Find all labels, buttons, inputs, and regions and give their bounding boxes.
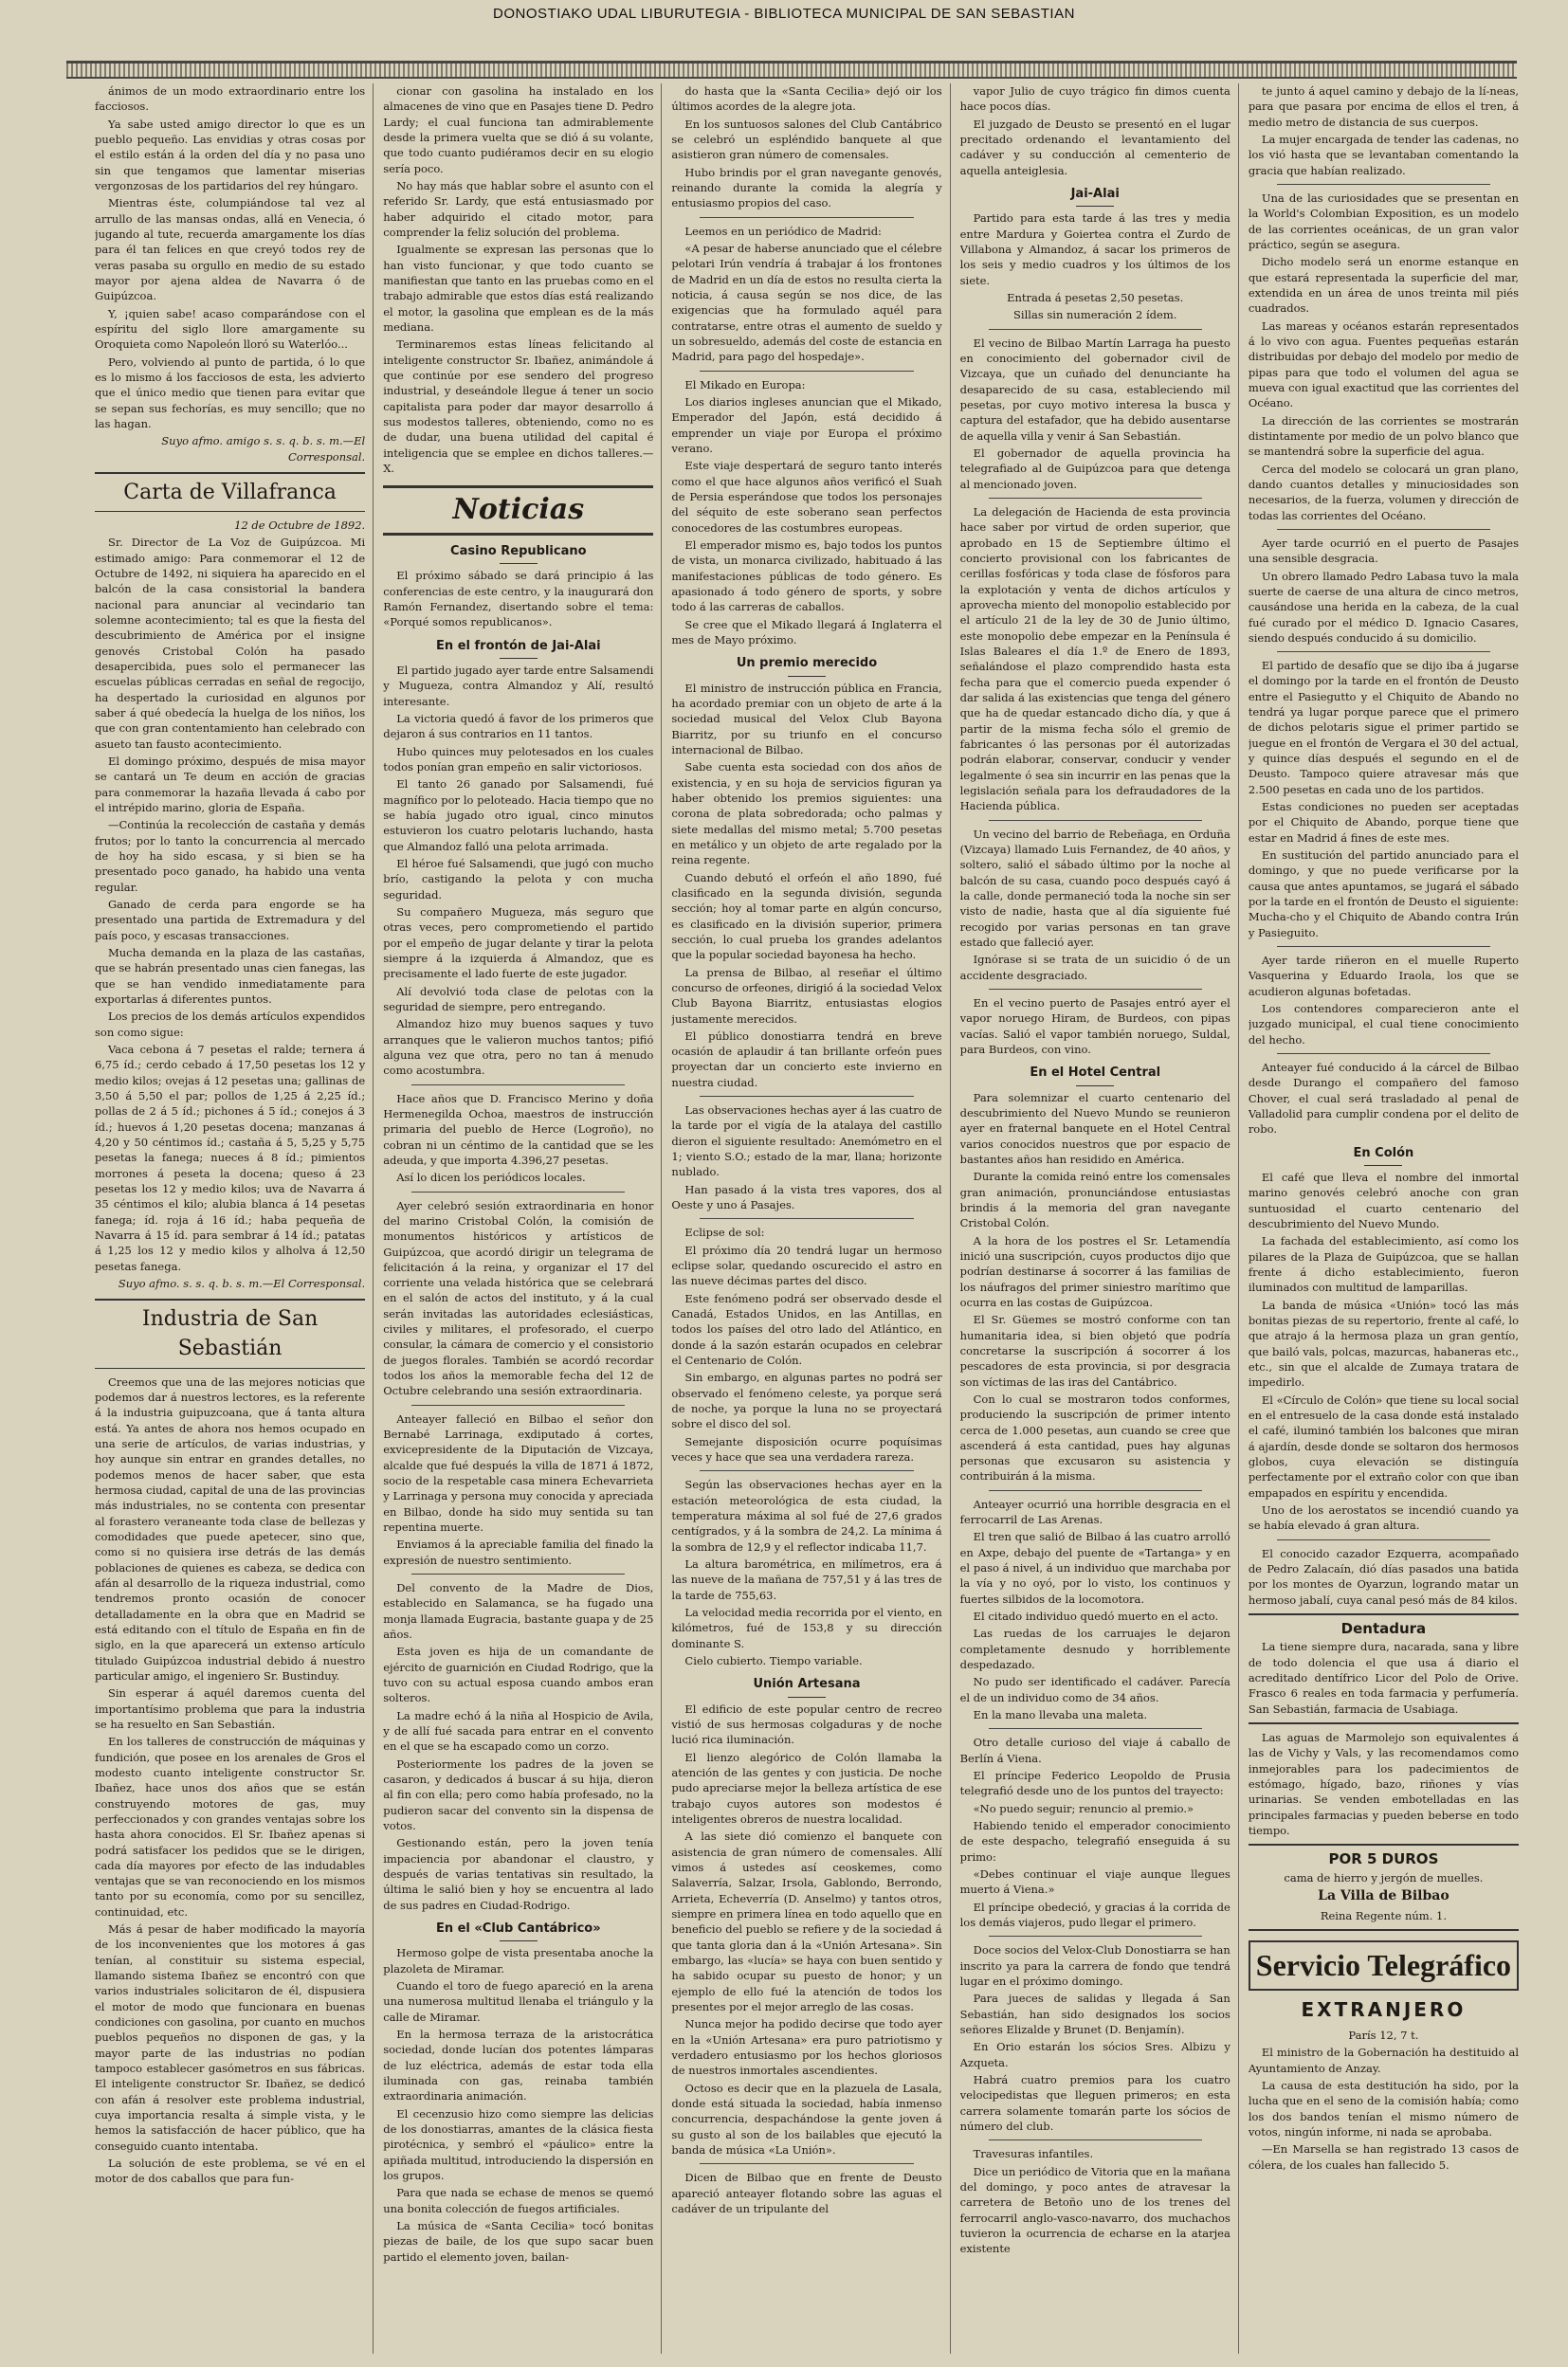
- ad-title: POR 5 DUROS: [1328, 1850, 1439, 1868]
- signature: Suyo afmo. s. s. q. b. s. m.—El Corresponsal.: [118, 1276, 366, 1290]
- paragraph: A las siete dió comienzo el banquete con asistencia de gran número de comensales. Allí vimos á ustedes así ceoskemes, como Salaverría, Salzar, Irsola, Gablondo, Berrondo, Arrieta, Echeverría (D. Anselmo) y tantos otros, siempre en primera línea en todo aquello que en beneficio del pueblo se refiere y de la sociedad á que tanta gloria dan á la «Unión Artesana». Sin embargo, las «lucía» se haya con buen sentido y ha sabido ocupar su puesto de honor; y un ejemplo de ello fué la atención de todos los presentes por el mejor arreglo de las cosas.: [671, 1830, 942, 2013]
- paragraph: La madre echó á la niña al Hospicio de Avila, y de allí fué sacada para entrar en el convento en el que se ha escapado como un corzo.: [383, 1708, 654, 1754]
- paragraph: Y, ¡quien sabe! acaso comparándose con el espíritu del siglo llore amargamente su Oroquieta como Napoleón lloró su Waterlóo...: [95, 306, 366, 352]
- paragraph: Anteayer fué conducido á la cárcel de Bilbao desde Durango el compañero del famoso Chover, el cual será trasladado al penal de Valladolid para cumplir condena por el delito de robo.: [1248, 1061, 1520, 1137]
- paragraph: Mientras éste, columpiándose tal vez al arrullo de las mansas ondas, allá en Venecia, ó jugando al tute, recuerda amargamente los días para él tan felices en que creyó todos rey de veras pasaba su orgullo en medio de su estado mayor por ajena aldea de Navarra ó de Guipúzcoa.: [95, 196, 366, 303]
- paragraph: El citado individuo quedó muerto en el acto.: [973, 1610, 1219, 1624]
- paragraph: cionar con gasolina ha instalado en los almacenes de vino que en Pasajes tiene D. Pedro Lardy; el cual funciona tan admirablemente desde la primera vuelta que se dió á su volante, que todo cuanto pudiéramos decir en su elogio sería poco.: [383, 84, 654, 175]
- paragraph: La altura barométrica, en milímetros, era á las nueve de la mañana de 757,51 y á las tres de la tarde de 755,63.: [671, 1557, 942, 1602]
- divider: [700, 217, 913, 218]
- paragraph: Semejante disposición ocurre poquísimas veces y hace que sea una verdadera rareza.: [671, 1434, 942, 1465]
- paragraph: El Sr. Güemes se mostró conforme con tan humanitaria idea, si bien objetó que podría concretarse la suscripción á socorrer á los pescadores de esta provincia, si por desgracia son víctimas de las iras del Cantábrico.: [959, 1313, 1231, 1389]
- paragraph: Se cree que el Mikado llegará á Inglaterra el mes de Mayo próximo.: [671, 617, 942, 646]
- paragraph: El tanto 26 ganado por Salsamendi, fué magnífico por lo peloteado. Hacia tiempo que no se había jugado otro igual, cinco minutos estuvieron los cuatro pelotaris luchando, hasta que Almandoz falló una pelota arrimada.: [383, 777, 654, 853]
- paragraph: Octoso es decir que en la plazuela de Lasala, donde está situada la sociedad, había inmenso concurrencia, despachándose la gente joven á su gusto al son de los bailables que ejecutó la banda de música «La Unión».: [671, 2081, 942, 2157]
- paragraph: —Continúa la recolección de castaña y demás frutos; por lo tanto la concurrencia al mercado de hoy ha sido escasa, y si bien se ha presentado poco ganado, ha habido una venta regular.: [95, 818, 366, 894]
- paragraph: En Orio estarán los sócios Sres. Albizu y Azqueta.: [959, 2040, 1231, 2069]
- paragraph: do hasta que la «Santa Cecilia» dejó oir los últimos acordes de la alegre jota.: [671, 84, 942, 114]
- paragraph: El héroe fué Salsamendi, que jugó con mucho brío, castigando la pelota y con mucha seguridad.: [383, 856, 654, 901]
- column-1: [95, 83, 374, 2354]
- paragraph: La fachada del establecimiento, así como los pilares de la Plaza de Guipúzcoa, que se hallan frente á dicho establecimiento, fueron iluminados con multitud de lamparillas.: [1248, 1234, 1520, 1295]
- paragraph: El cecenzusio hizo como siempre las delicias de los donostiarras, amantes de la clásica fiesta pirotécnica, y sembró el «páulico» entre la apiñada multitud, introduciendo la dispersión en los grupos.: [383, 2106, 654, 2182]
- dateline: 12 de Octubre de 1892.: [234, 519, 366, 533]
- paragraph: El partido jugado ayer tarde entre Salsamendi y Mugueza, contra Almandoz y Alí, resultó interesante.: [383, 664, 654, 708]
- paragraph: Estas condiciones no pueden ser aceptadas por el Chiquito de Abando, porque tiene que estar en Madrid á fines de este mes.: [1248, 800, 1520, 845]
- paragraph: El tren que salió de Bilbao á las cuatro arrolló en Axpe, debajo del puente de «Tartanga» y en el paso á nivel, á un individuo que marchaba por la vía y no oyó, por lo visto, los continuos y fuertes silbidos de la locomotora.: [959, 1530, 1231, 1606]
- paragraph: La música de «Santa Cecilia» tocó bonitas piezas de baile, de los que supo sacar buen partido el elemento joven, bailan-: [383, 2218, 654, 2264]
- article-title-cantabrico: En el «Club Cantábrico»: [383, 1921, 653, 1941]
- paragraph: El partido de desafío que se dijo iba á jugarse el domingo por la tarde en el frontón de Deusto entre el Pasiegutto y el Chiquito de Abando no tendrá ya lugar porque parece que el primero de dichos pelotaris sigue el primer partido se juegue en el frontón de Vergara el 30 del actual, y quince días después el segundo en el de Deusto. Tampoco quiere atravesar más que 2.500 pesetas en cada uno de los partidos.: [1248, 659, 1520, 796]
- newspaper-columns: [95, 83, 1526, 2354]
- article-title-union: Unión Artesana: [671, 1676, 941, 1697]
- divider: [1277, 529, 1490, 530]
- paragraph: Ayer tarde riñeron en el muelle Ruperto Vasquerina y Eduardo Iraola, los que se acudieron algunas bofetadas.: [1248, 954, 1520, 998]
- paragraph: Los contendores comparecieron ante el juzgado municipal, el cual tiene conocimiento del hecho.: [1248, 1002, 1520, 1047]
- paragraph: Posteriormente los padres de la joven se casaron, y dedicados á buscar á su hija, dieron al fin con ella; pero como había profesado, no la pudieron sacar del convento sin la dispensa de votos.: [383, 1757, 654, 1832]
- paragraph: Almandoz hizo muy buenos saques y tuvo arranques que le valieron muchos tantos; pifió alguna vez que otra, pero no tan á menudo como acostumbra.: [383, 1017, 654, 1078]
- ad-dentadura: [1249, 1613, 1519, 1724]
- paragraph: El ministro de instrucción pública en Francia, ha acordado premiar con un objeto de arte á la sociedad musical del Velox Club Bayona Biarritz, por su triunfo en el concurso internacional de Bilbao.: [671, 681, 942, 756]
- paragraph: Su compañero Mugueza, más seguro que otras veces, pero comprometiendo el partido por el empeño de jugar delante y tirar la pelota siempre á la izquierda á Almandoz, que es precisamente el lado fuerte de este jugador.: [383, 904, 654, 981]
- header-rule: [66, 61, 1517, 79]
- paragraph: Otro detalle curioso del viaje á caballo de Berlín á Viena.: [959, 1736, 1231, 1765]
- paragraph: Del convento de la Madre de Dios, establecido en Salamanca, se ha fugado una monja llamada Eugracia, bastante guapa y de 25 años.: [383, 1581, 654, 1642]
- paragraph: En los suntuosos salones del Club Cantábrico se celebró un espléndido banquete al que asistieron gran número de comensales.: [671, 117, 942, 162]
- paragraph: A la hora de los postres el Sr. Letamendía inició una suscripción, cuyos productos dijo que podrían destinarse á socorrer á las familias de los náufragos del primer siniestro marítimo que ocurra en las costas de Guipúzcoa.: [959, 1233, 1231, 1309]
- paragraph: Este fenómeno podrá ser observado desde el Canadá, Estados Unidos, en las Antillas, en todos los países del otro lado del Atlántico, en donde á la sazón estarán ocupados en celebrar el Centenario de Colón.: [671, 1291, 942, 1368]
- paragraph: El príncipe obedeció, y gracias á la corrida de los demás viajeros, pudo llegar el primero.: [959, 1900, 1231, 1930]
- paragraph: El «Círculo de Colón» que tiene su local social en el entresuelo de la casa donde está instalado el café, iluminó también los balcones que miran á ajardín, desde donde se soltaron dos hermosos globos, cuya elevación se distinguía perfectamente por el extraño color con que iban empapados en espíritu y encendida.: [1248, 1393, 1520, 1500]
- paragraph: Eclipse de sol:: [684, 1226, 765, 1240]
- paragraph: Mucha demanda en la plaza de las castañas, que se habrán presentado unas cien fanegas, las que se han vendido inmediatamente para exportarlas á diferentes puntos.: [95, 945, 366, 1006]
- paragraph: —En Marsella se han registrado 13 casos de cólera, de los cuales han fallecido 5.: [1248, 2142, 1520, 2172]
- paragraph: El café que lleva el nombre del inmortal marino genovés celebró anoche con gran suntuosidad el cuarto centenario del descubrimiento del Nuevo Mundo.: [1248, 1171, 1520, 1231]
- divider: [1277, 184, 1490, 185]
- divider: [700, 2163, 913, 2164]
- paragraph: Sr. Director de La Voz de Guipúzcoa. Mi estimado amigo: Para conmemorar el 12 de Octubre de 1492, ni siquiera ha aparecido en el balcón de la casa consistorial la bandera nacional para anunciar al vecindario tan solemne acontecimiento; tal es que la fiesta del descubrimiento de América por el insigne genovés Cristobal Colón ha pasado desapercibida, pues solo el permanecer las escuelas públicas cerradas en señal de regocijo, ha despertado la curiosidad en algunos por saber á qué obedecía la huelga de los niños, los que con gran contentamiento han celebrado con asueto tan fausto acontecimiento.: [95, 536, 366, 751]
- paragraph: Las observaciones hechas ayer á las cuatro de la tarde por el vigía de la atalaya del castillo dieron el siguiente resultado: Anemómetro en el 1; viento S.O.; estado de la mar, llana; horizonte nublado.: [671, 1103, 942, 1179]
- article-title-colon: En Colón: [1249, 1145, 1519, 1166]
- paragraph: La victoria quedó á favor de los primeros que dejaron á sus contrarios en 11 tantos.: [383, 712, 654, 741]
- paragraph: Para que nada se echase de menos se quemó una bonita colección de fuegos artificiales.: [383, 2186, 654, 2215]
- section-title-noticias: Noticias: [383, 485, 653, 536]
- paragraph: «Debes continuar el viaje aunque llegues muerto á Viena.»: [959, 1867, 1231, 1897]
- paragraph: El juzgado de Deusto se presentó en el lugar precitado ordenando el levantamiento del cadáver y su conducción al cementerio de aquella anteiglesia.: [959, 117, 1231, 177]
- paragraph: Un obrero llamado Pedro Labasa tuvo la mala suerte de caerse de una altura de cinco metros, causándose una herida en la cabeza, de la cual fué curado por el médico D. Ignacio Casares, siendo después conducido á su domicilio.: [1248, 569, 1520, 645]
- paragraph: Con lo cual se mostraron todos conformes, produciendo la suscripción de primer intento cerca de 1.000 pesetas, aun cuando se cree que ascenderá á esta cantidad, pues hay algunas personas que excusaron su asistencia y contribuirán á la misma.: [959, 1392, 1231, 1484]
- paragraph: El príncipe Federico Leopoldo de Prusia telegrafió desde uno de los puntos del trayecto:: [959, 1769, 1231, 1798]
- paragraph: Un vecino del barrio de Rebeñaga, en Orduña (Vizcaya) llamado Luis Fernandez, de 40 años, y soltero, salió el sábado último por la noche al balcón de su casa, cuando poco después cayó á la calle, donde permaneció toda la noche sin ser visto de nadie, hasta que al día siguiente fué recogido por varias personas en tan grave estado que falleció ayer.: [959, 827, 1231, 949]
- paragraph: El próximo día 20 tendrá lugar un hermoso eclipse solar, quedando oscurecido el astro en las nueve décimas partes del disco.: [671, 1243, 942, 1288]
- article-title-villafranca: Carta de Villafranca: [95, 472, 365, 512]
- paragraph: Más á pesar de haber modificado la mayoría de los inconvenientes que los motores á gas tenían, al constituir su sistema especial, llamando sistema Ibañez se encontró con que varios industriales solicitaron de él, dispusiera el motor de modo que funcionara en buenas condiciones con gasolina, por cuanto en muchos pueblos pequeños no disponen de gas, y la mayor parte de las industrias no podían tampoco establecer gasómetros en sus fábricas. El inteligente constructor Sr. Ibañez, se dedicó con afán á resolver este problema industrial, cuya importancia resalta á simple vista, y le hemos la satisfacción de hacer público, que ha conseguido cuanto intentaba.: [95, 1922, 366, 2153]
- column-2: [383, 83, 662, 2354]
- paragraph: No hay más que hablar sobre el asunto con el referido Sr. Lardy, que está entusiasmado por haber adquirido el citado motor, para comprender la feliz solución del problema.: [383, 178, 654, 239]
- paragraph: No pudo ser identificado el cadáver. Parecía el de un individuo como de 34 años.: [959, 1675, 1231, 1704]
- paragraph: La solución de este problema, se vé en el motor de dos caballos que para fun-: [95, 2157, 366, 2186]
- paragraph: Sin embargo, en algunas partes no podrá ser observado el fenómeno celeste, ya porque será de noche, ya porque la luna no se proyectará sobre el disco del sol.: [671, 1371, 942, 1431]
- ad-text-marmolejo: Las aguas de Marmolejo son equivalentes á las de Vichy y Vals, y las recomendamos como inmejorables para los padecimientos de estómago, hígado, bazo, riñones y vías urinarias. Se venden embotelladas en las principales farmacias y pueden beberse en todo tiempo.: [1248, 1730, 1520, 1837]
- paragraph: Ya sabe usted amigo director lo que es un pueblo pequeño. Las envidias y otras cosas por el estilo están á la orden del día y no pasa uno sin que tengamos que lamentar miserias vergonzosas de los partidarios del rey húngaro.: [95, 117, 366, 192]
- paragraph: Esta joven es hija de un comandante de ejército de guarnición en Ciudad Rodrigo, que la tuvo con su actual esposa cuando ambos eran solteros.: [383, 1645, 654, 1705]
- paragraph: Entrada á pesetas 2,50 pesetas.: [1007, 291, 1184, 305]
- divider: [411, 1405, 625, 1406]
- paragraph: Ayer celebró sesión extraordinaria en honor del marino Cristobal Colón, la comisión de monumentos históricos y artísticos de Guipúzcoa, que acordó dirigir un telegrama de felicitación á la reina, y organizar el 17 del corriente una velada histórica que se celebrará en el salón de actos del instituto, y á la cual serán invitadas las autoridades eclesiásticas, civiles y militares, el profesorado, el cuerpo consular, la cámara de comercio y el consistorio de juegos florales. También se acordó recordar todos los años la memorable fecha del 12 de Octubre celebrando una sesión extraordinaria.: [383, 1198, 654, 1398]
- paragraph: Sillas sin numeración 2 ídem.: [1013, 308, 1177, 322]
- paragraph: Hermoso golpe de vista presentaba anoche la plazoleta de Miramar.: [383, 1946, 654, 1976]
- paragraph: Han pasado á la vista tres vapores, dos al Oeste y uno á Pasajes.: [671, 1182, 942, 1212]
- paragraph: El público donostiarra tendrá en breve ocasión de aplaudir á tan brillante orfeón pues proyectan dar un concierto este invierno en nuestra ciudad.: [671, 1029, 942, 1089]
- paragraph: Anteayer falleció en Bilbao el señor don Bernabé Larrinaga, exdiputado á cortes, exvicepresidente de la Diputación de Vizcaya, alcalde que fué después la villa de 1871 á 1872, socio de la respetable casa minera Echevarrieta y Larrinaga y persona muy conocida y apreciada en Bilbao, donde ha sido muy sentida su tan repentina muerte.: [383, 1411, 654, 1535]
- paragraph: El gobernador de aquella provincia ha telegrafiado al de Guipúzcoa para que detenga al mencionado joven.: [959, 446, 1231, 491]
- paragraph: Así lo dicen los periódicos locales.: [396, 1171, 586, 1185]
- paragraph: Uno de los aerostatos se incendió cuando ya se había elevado á gran altura.: [1248, 1503, 1520, 1533]
- paragraph: Sin esperar á aquél daremos cuenta del importantísimo problema que para la industria se ha resuelto en San Sebastián.: [95, 1686, 366, 1731]
- paragraph: Para jueces de salidas y llegada á San Sebastián, han sido designados los socios señores Elizalde y Brunet (D. Benjamín).: [959, 1992, 1231, 2036]
- paragraph: «A pesar de haberse anunciado que el célebre pelotari Irún vendría á trabajar á los frontones de Madrid en un día de estos no resulta cierta la noticia, á causa según se nos dice, de las exigencias que ha formulado aquél para contratarse, entre otras el aumento de sueldo y un sobresueldo, además del coste de estancia en Madrid, para pago del hospedaje».: [671, 241, 942, 364]
- paragraph: Alí devolvió toda clase de pelotas con la seguridad de siempre, pero entregando.: [383, 984, 654, 1013]
- paragraph: Hubo quinces muy pelotesados en los cuales todos ponían gran empeño en salir victoriosos.: [383, 744, 654, 774]
- divider: [1277, 651, 1490, 652]
- paragraph: Habiendo tenido el emperador conocimiento de este despacho, telegrafió enseguida á su primo:: [959, 1819, 1231, 1864]
- paragraph: Partido para esta tarde á las tres y media entre Mardura y Goiertea contra el Zurdo de Villabona y Almandoz, á sacar los primeros de los seis y medio cuadros y los últimos de los siete.: [959, 211, 1231, 287]
- paragraph: Según las observaciones hechas ayer en la estación meteorológica de esta ciudad, la temperatura máxima al sol fué de 27,6 grados centígrados, y á la sombra de 24,2. La mínima á la sombra de 12,9 y el reflector indicaba 11,7.: [671, 1478, 942, 1554]
- paragraph: Doce socios del Velox-Club Donostiarra se han inscrito ya para la carrera de fondo que tendrá lugar en el próximo domingo.: [959, 1943, 1231, 1988]
- paragraph: Anteayer ocurrió una horrible desgracia en el ferrocarril de Las Arenas.: [959, 1497, 1231, 1527]
- paragraph: El lienzo alegórico de Colón llamaba la atención de las gentes y con justicia. De noche pudo apreciarse mejor la belleza artística de ese trabajo cuyos autores son modestos é inteligentes obreros de nuestra localidad.: [671, 1750, 942, 1827]
- dateline: París 12, 7 t.: [1348, 2028, 1419, 2042]
- paragraph: El ministro de la Gobernación ha destituido al Ayuntamiento de Anzay.: [1248, 2046, 1520, 2075]
- ad-line: Reina Regente núm. 1.: [1320, 1908, 1447, 1922]
- section-subtitle-extranjero: EXTRANJERO: [1301, 1998, 1467, 2022]
- paragraph: Durante la comida reinó entre los comensales gran animación, pronunciándose entusiastas brindis á la memoria del gran navegante Cristobal Colón.: [959, 1170, 1231, 1230]
- paragraph: Cerca del modelo se colocará un gran plano, dando cuantos detalles y minuciosidades son necesarios, de la fuerza, volumen y dirección de todas las corrientes del Océano.: [1248, 462, 1520, 522]
- paragraph: La dirección de las corrientes se mostrarán distintamente por medio de un polvo blanco que se mantendrá sobre la superficie del agua.: [1248, 413, 1520, 459]
- paragraph: te junto á aquel camino y debajo de la lí-neas, para que pasara por encima de ellos el tren, á medio metro de distancia de sus cuerpos.: [1248, 84, 1520, 129]
- divider: [989, 329, 1202, 330]
- paragraph: La prensa de Bilbao, al reseñar el último concurso de orfeones, dirigió á la sociedad Velox Club Bayona Biarritz, entusiastas elogios justamente merecidos.: [671, 965, 942, 1026]
- divider: [989, 1490, 1202, 1491]
- paragraph: La causa de esta destitución ha sido, por la lucha que en el seno de la comisión había; como los dos bandos tenían el mismo número de votos, ningún informe, ni nada se aprobaba.: [1248, 2078, 1520, 2139]
- divider: [1277, 1053, 1490, 1054]
- paragraph: Cuando debutó el orfeón el año 1890, fué clasificado en la segunda división, segunda sección; hoy al tomar parte en algún concurso, es clasificado en la división superior, primera sección, lo cual prueba los grandes adelantos que la popular sociedad bayonesa ha hecho.: [671, 870, 942, 962]
- paragraph: Dicen de Bilbao que en frente de Deusto apareció anteayer flotando sobre las aguas el cadáver de un tripulante del: [671, 2171, 942, 2215]
- paragraph: Cielo cubierto. Tiempo variable.: [684, 1653, 863, 1667]
- divider: [411, 1574, 625, 1575]
- section-title-servicio-telegrafico: Servicio Telegráfico: [1249, 1940, 1519, 1991]
- ad-text: La tiene siempre dura, nacarada, sana y libre de todo dolencia el que usa á diario el acreditado dentífrico Licor del Polo de Orive. Frasco 6 reales en toda farmacia y perfumería. San Sebastián, farmacia de Usabiaga.: [1248, 1640, 1520, 1716]
- divider: [1277, 946, 1490, 947]
- column-4: [960, 83, 1239, 2354]
- article-title-jaialai: Jai-Alai: [960, 186, 1231, 207]
- paragraph: La banda de música «Unión» tocó las más bonitas piezas de su repertorio, frente al café, lo que atrajo á la hermosa plaza un gran gentío, que bailó vals, polcas, mazurcas, habaneras etc., etc., sin que el alcalde de Zumaya tratara de impedirlo.: [1248, 1298, 1520, 1390]
- divider: [989, 498, 1202, 499]
- paragraph: La velocidad media recorrida por el viento, en kilómetros, fué de 153,8 y su dirección dominante S.: [671, 1605, 942, 1650]
- paragraph: En la hermosa terraza de la aristocrática sociedad, donde lucían dos potentes lámparas de luz eléctrica, además de estar toda ella iluminada con gas, reinaba también extraordinaria animación.: [383, 2028, 654, 2103]
- paragraph: El edificio de este popular centro de recreo vistió de sus hermosas colgaduras y de noche lució rica iluminación.: [671, 1702, 942, 1747]
- column-5: [1249, 83, 1526, 2354]
- paragraph: La delegación de Hacienda de esta provincia hace saber por virtud de orden superior, que aprobado en 15 de Septiembre último el concierto provisional con los fabricantes de cerillas fosfóricas y toda clase de fósforos para la explotación y venta de dichos artículos y aprovecha miento del monopolio establecido por el artículo 21 de la ley de 30 de Junio último, este monopolio debe empezar en la Península é Islas Baleares el día 1.º de Enero de 1893, señalándose el plazo comprendido hasta esta fecha para que el comercio pueda expender ó dar salida á las existencias que tenga del género que ha de quedar estancado dicho día, y que á partir de la misma fecha sólo el gremio de fabricantes ó las personas por él autorizadas podrán elaborar, conservar, conducir y vender legalmente ó sea sin incurrir en las penas que la legislación señala para los defraudadores de la Hacienda pública.: [959, 505, 1231, 813]
- paragraph: Los precios de los demás artículos expendidos son como sigue:: [95, 1010, 366, 1039]
- divider: [411, 1084, 625, 1085]
- ad-line: La Villa de Bilbao: [1318, 1887, 1449, 1903]
- paragraph: Dice un periódico de Vitoria que en la mañana del domingo, y poco antes de atravesar la carretera de Betoño uno de los trenes del ferrocarril anglo-vasco-navarro, dos muchachos tuvieron la ocurrencia de echarse en la atarjea existente: [959, 2164, 1231, 2256]
- paragraph: El conocido cazador Ezquerra, acompañado de Pedro Zalacaín, dió días pasados una batida por los montes de Oyarzun, logrando matar un hermoso jabalí, cuya canal pesó más de 84 kilos.: [1248, 1546, 1520, 1607]
- paragraph: Hubo brindis por el gran navegante genovés, reinando durante la comida la alegría y entusiasmo propios del caso.: [671, 165, 942, 210]
- paragraph: «No puedo seguir; renuncio al premio.»: [973, 1801, 1194, 1815]
- paragraph: La mujer encargada de tender las cadenas, no los vió hasta que se levantaban comentando la gracia que habían realizado.: [1248, 132, 1520, 177]
- paragraph: Sabe cuenta esta sociedad con dos años de existencia, y en su hoja de servicios figuran ya haber obtenido los premios siguientes: una corona de plata sobredorada; ocho palmas y siete medallas del mismo metal; 5.700 pesetas en metálico y un objeto de arte regalado por la reina regente.: [671, 760, 942, 867]
- paragraph: El domingo próximo, después de misa mayor se cantará un Te deum en acción de gracias para conmemorar la hazaña llevada á cabo por el intrépido marino, gloria de España.: [95, 755, 366, 815]
- paragraph: Ignórase si se trata de un suicidio ó de un accidente desgraciado.: [959, 953, 1231, 982]
- divider: [989, 989, 1202, 990]
- ad-title: Dentadura: [1340, 1619, 1427, 1637]
- article-title-hotel: En el Hotel Central: [960, 1065, 1231, 1085]
- paragraph: El Mikado en Europa:: [684, 377, 806, 391]
- paragraph: Las ruedas de los carruajes le dejaron completamente desnudo y horriblemente despedazado.: [959, 1627, 1231, 1672]
- paragraph: Ganado de cerda para engorde se ha presentado una partida de Extremadura y del país poco, y escasas transacciones.: [95, 897, 366, 942]
- paragraph: Una de las curiosidades que se presentan en la World's Colombian Exposition, es un modelo de las corrientes oceánicas, de un gran valor práctico, según se asegura.: [1248, 191, 1520, 251]
- paragraph: Vaca cebona á 7 pesetas el ralde; ternera á 6,75 íd.; cerdo cebado á 17,50 pesetas los 12 y medio kilos; ovejas á 12 pesetas una; gallinas de 3,50 á 5,50 el par; pollos de 1,25 á 2,25 íd.; pollas de 2 á 5 íd.; pichones á 5 íd.; conejos á 3 íd.; huevos á 1,20 pesetas docena; manzanas á 4,20 y 50 céntimos íd.; castaña á 5, 5,25 y 5,75 pesetas la fanega; nueces á 8 íd.; pimientos morrones á peseta la docena; queso á 23 pesetas los 12 y medio kilos; uva de Navarra á 35 céntimos el kilo; alubia blanca á 14 pesetas fanega; íd. roja á 16 íd.; haba pequeña de Navarra á 15 íd. para sembrar á 14 íd.; patatas á 1,25 los 12 y medio kilos y alholva á 12,50 pesetas fanega.: [95, 1042, 366, 1273]
- article-title-premio: Un premio merecido: [671, 655, 941, 676]
- paragraph: Este viaje despertará de seguro tanto interés como el que hace algunos años verificó el Suah de Persia esperándose que todos los personajes del séquito de este soberano sean perfectos conocedores de las costumbres europeas.: [671, 459, 942, 535]
- divider: [989, 820, 1202, 821]
- paragraph: Terminaremos estas líneas felicitando al inteligente constructor Sr. Ibañez, animándole á que continúe por ese sendero del progreso industrial, y deseándole llegue á tener un socio capitalista para poder dar mayor desarrollo á sus modestos talleres, obteniendo, como no es de dudar, una buena utilidad del capital é inteligencia que se emplee en dichos talleres.—X.: [383, 337, 654, 475]
- paragraph: Creemos que una de las mejores noticias que podemos dar á nuestros lectores, es la referente á la industria guipuzcoana, que á tanta altura está. Ya antes de ahora nos hemos ocupado en una serie de artículos, de varias industrias, y hoy aunque sin entrar en grandes detalles, no podemos menos de hacer saber, que esta hermosa ciudad, capital de una de las provincias más industriales, no se contenta con presentar al forastero veraneante toda clase de bellezas y comodidades que puede apetecer, sino que, como si no quisiera irse detrás de las demás poblaciones de quienes es cabeza, se dedica con afán al desarrollo de la riqueza industrial, como tendremos pronto ocasión de conocer detalladamente en la obra que en Madrid se está editando con el título de España en fin de siglo, en la que aparecerá un extenso artículo titulado Guipúzcoa industrial debido á nuestro particular amigo, el ingeniero Sr. Bustinduy.: [95, 1375, 366, 1683]
- ad-line: cama de hierro y jergón de muelles.: [1284, 1870, 1484, 1884]
- paragraph: Leemos en un periódico de Madrid:: [684, 224, 882, 238]
- paragraph: El vecino de Bilbao Martín Larraga ha puesto en conocimiento del gobernador civil de Vizcaya, que un cuñado del denunciante ha desaparecido de su casa, estableciendo mil pesetas, por cuyo motivo interesa la busca y captura del estafador, que ha debido ausentarse de aquella villa y venir á San Sebastián.: [959, 336, 1231, 443]
- paragraph: Nunca mejor ha podido decirse que todo ayer en la «Unión Artesana» era puro patriotismo y verdadero entusiasmo por los hechos gloriosos de nuestros inmortales ascendientes.: [671, 2017, 942, 2078]
- paragraph: Habrá cuatro premios para los cuatro velocipedistas que lleguen primeros; en esta carrera solamente tomarán parte los sócios de número del club.: [959, 2072, 1231, 2133]
- paragraph: En la mano llevaba una maleta.: [973, 1708, 1148, 1722]
- paragraph: Igualmente se expresan las personas que lo han visto funcionar, y que todo cuanto se manifiestan que tanto en las pruebas como en el trabajo admirable que estos días está realizando el motor, la gasolina que emplean es de la más mediana.: [383, 243, 654, 334]
- divider: [700, 1096, 913, 1097]
- article-title-casino: Casino Republicano: [383, 543, 653, 564]
- paragraph: Las mareas y océanos estarán representados á lo vivo con agua. Fuentes pequeñas estarán distribuidas por debajo del modelo por medio de pipas para que todo el volumen del agua se mueva con igual exactitud que las corrientes del Océano.: [1248, 319, 1520, 410]
- divider: [989, 1936, 1202, 1937]
- paragraph: Pero, volviendo al punto de partida, ó lo que es lo mismo á los facciosos de esta, les advierto que el único medio que tienen para evitar que se sepan sus fechorías, es muy sencillo; que no las hagan.: [95, 355, 366, 430]
- paragraph: En los talleres de construcción de máquinas y fundición, que posee en los arenales de Gros el modesto cuanto inteligente constructor Sr. Ibañez, hace unos dos años que se están construyendo motores de gas, muy perfeccionados y con grandes ventajas sobre los hasta ahora conocidos. El Sr. Ibañez apenas si podrá satisfacer los pedidos que se le dirigen, cada día mayores por efecto de las indudables ventajas que se van reconociendo en los mismos tanto por su economía, como por su sencillez, continuidad, etc.: [95, 1735, 366, 1919]
- paragraph: En sustitución del partido anunciado para el domingo, y que no puede verificarse por la causa que antes apuntamos, se jugará el sábado por la tarde en el frontón de Deusto el siguiente: Mucha-cho y el Chiquito de Abando contra Irún y Pasieguito.: [1248, 848, 1520, 939]
- paragraph: Ayer tarde ocurrió en el puerto de Pasajes una sensible desgracia.: [1248, 536, 1520, 566]
- signature: Suyo afmo. amigo s. s. q. b. s. m.—El Corresponsal.: [161, 434, 366, 464]
- divider: [989, 2139, 1202, 2140]
- paragraph: Los diarios ingleses anuncian que el Mikado, Emperador del Japón, está decidido á emprender un viaje por Europa el próximo verano.: [671, 394, 942, 455]
- divider: [700, 1218, 913, 1219]
- paragraph: Travesuras infantiles.: [973, 2147, 1094, 2161]
- paragraph: En el vecino puerto de Pasajes entró ayer el vapor noruego Hiram, de Burdeos, con pipas vacías. Salió el vapor también noruego, Suldal, para Burdeos, con vino.: [959, 995, 1231, 1056]
- paragraph: El emperador mismo es, bajo todos los puntos de vista, un monarca civilizado, habituado á las manifestaciones públicas de todo género. Es apasionado á todo género de sports, y sobre todo á las carreras de caballos.: [671, 537, 942, 614]
- column-3: [671, 83, 950, 2354]
- paragraph: Hace años que D. Francisco Merino y doña Hermenegilda Ochoa, maestros de instrucción primaria del pueblo de Herce (Logroño), no cobran ni un céntimo de la cantidad que se les adeuda, y que importa 4.396,27 pesetas.: [383, 1091, 654, 1167]
- divider: [989, 1728, 1202, 1729]
- divider: [700, 371, 913, 372]
- divider: [1277, 1539, 1490, 1540]
- paragraph: Enviamos á la apreciable familia del finado la expresión de nuestro sentimiento.: [383, 1538, 654, 1567]
- paragraph: Para solemnizar el cuarto centenario del descubrimiento del Nuevo Mundo se reunieron ayer en fraternal banquete en el Hotel Central varios conocidos nuestros que por espacio de bastantes años han residido en América.: [959, 1090, 1231, 1166]
- divider: [700, 1470, 913, 1471]
- paragraph: Dicho modelo será un enorme estanque en que estará representada la superficie del mar, extendida en un área de unos treinta mil piés cuadrados.: [1248, 255, 1520, 316]
- ad-duros: [1249, 1844, 1519, 1931]
- library-watermark: DONOSTIAKO UDAL LIBURUTEGIA - BIBLIOTECA MUNICIPAL DE SAN SEBASTIAN: [493, 6, 1075, 22]
- article-title-industria: Industria de San Sebastián: [95, 1299, 365, 1368]
- paragraph: Gestionando están, pero la joven tenía impaciencia por abandonar el claustro, y después de varias tentativas sin resultado, la última le salió bien y hoy se encuentra al lado de sus padres en Ciudad-Rodrigo.: [383, 1836, 654, 1912]
- divider: [411, 1192, 625, 1193]
- paragraph: ánimos de un modo extraordinario entre los facciosos.: [95, 84, 366, 114]
- paragraph: vapor Julio de cuyo trágico fin dimos cuenta hace pocos días.: [959, 84, 1231, 114]
- article-title-fronton: En el frontón de Jai-Alai: [383, 638, 653, 659]
- paragraph: Cuando el toro de fuego apareció en la arena una numerosa multitud llenaba el triángulo y la calle de Miramar.: [383, 1979, 654, 2024]
- paragraph: El próximo sábado se dará principio á las conferencias de este centro, y la inaugurará don Ramón Fernandez, disertando sobre el tema: «Porqué somos republicanos».: [383, 569, 654, 629]
